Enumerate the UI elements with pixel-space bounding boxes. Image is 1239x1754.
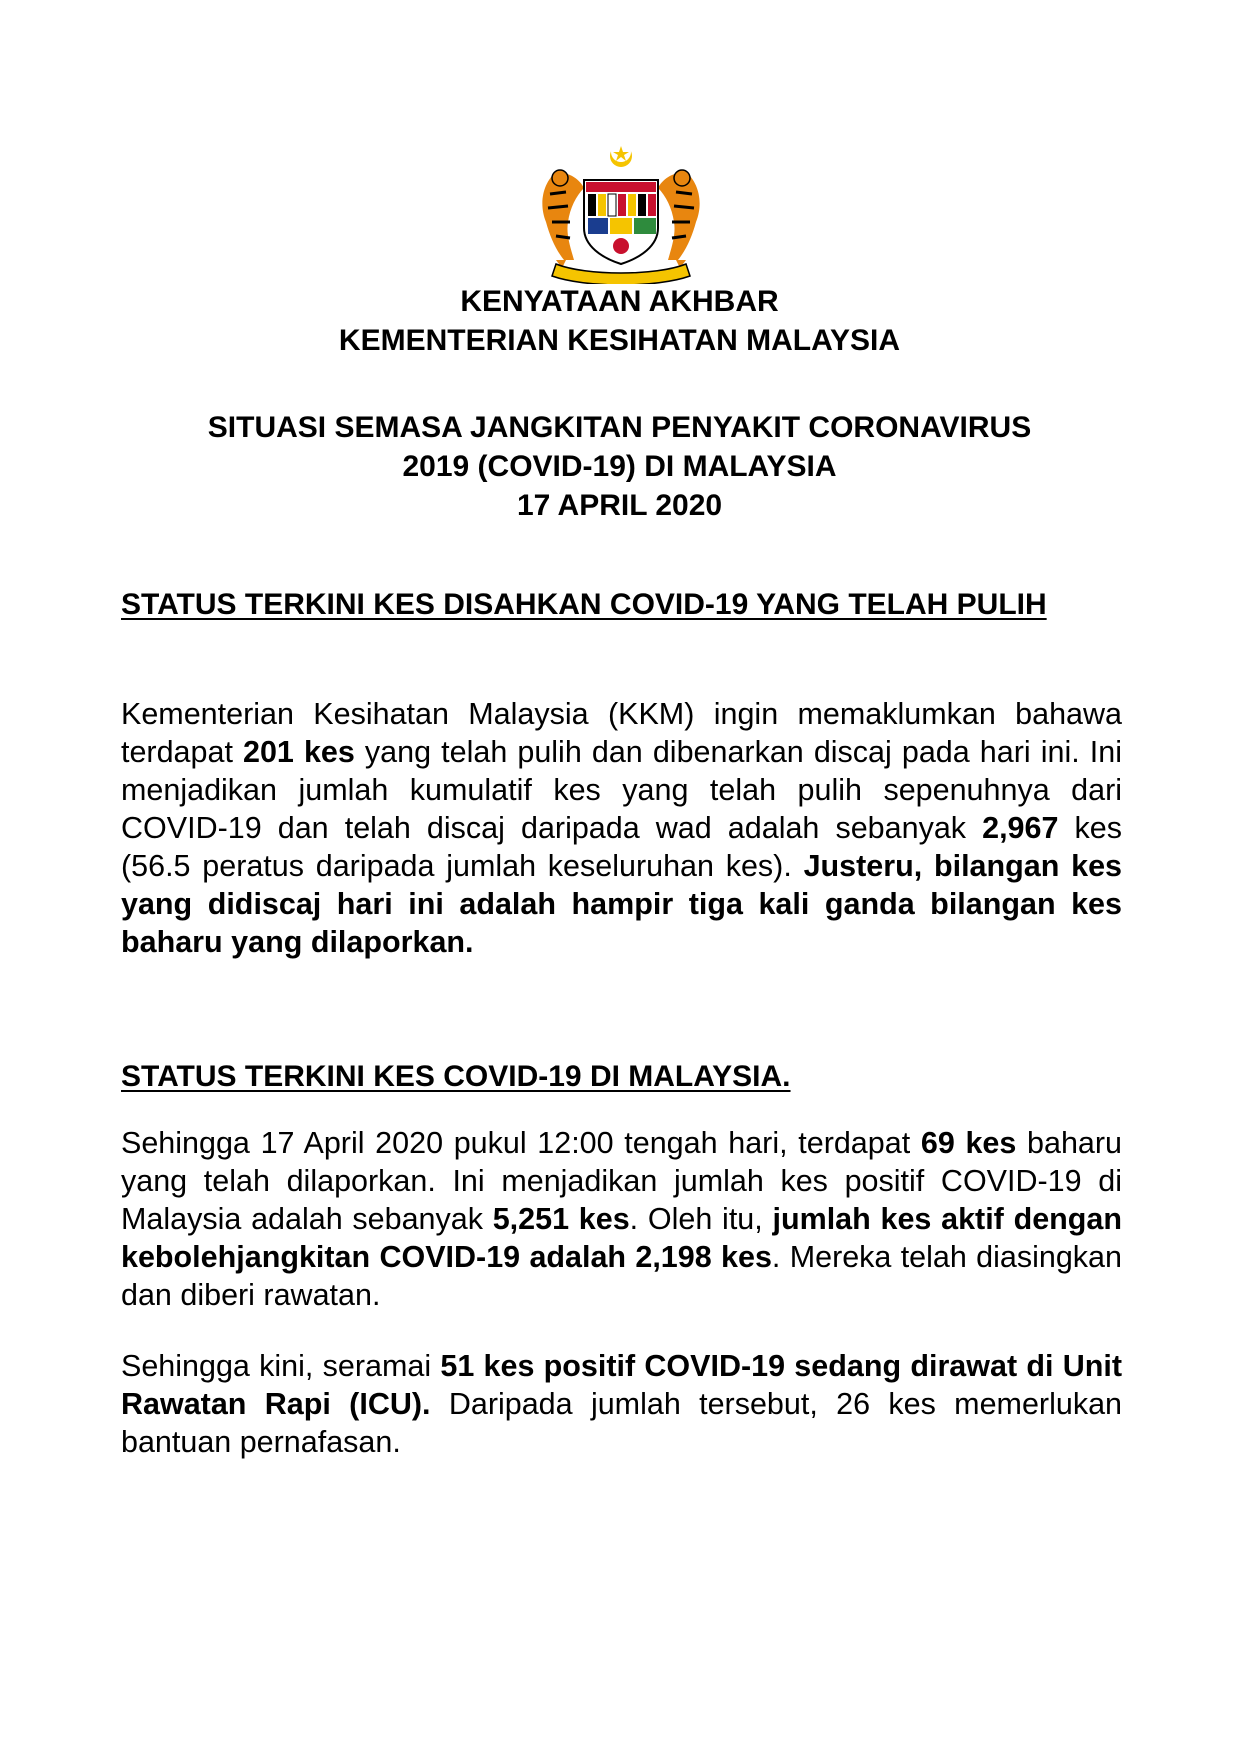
bold-span: 69 kes <box>920 1126 1017 1160</box>
text-span: . Oleh itu, <box>629 1202 773 1236</box>
title-line-1: SITUASI SEMASA JANGKITAN PENYAKIT CORONAVIRUS <box>207 411 1032 444</box>
title-line-2: 2019 (COVID-19) DI MALAYSIA <box>402 450 837 483</box>
section-2-paragraph-2 <box>121 1347 1122 1461</box>
press-header <box>0 282 1239 360</box>
text-span: baharu yang telah dilaporkan. Ini menjadikan jumlah kes positif COVID-19 di Malaysia adalah sebanyak <box>121 1126 1123 1236</box>
press-release-label: KENYATAAN AKHBAR <box>460 285 779 318</box>
document-title <box>0 408 1239 525</box>
crescent-star-icon <box>610 142 632 167</box>
shield-icon <box>584 180 658 264</box>
ministry-name: KEMENTERIAN KESIHATAN MALAYSIA <box>338 324 901 357</box>
bold-span: 51 kes positif COVID-19 sedang dirawat di Unit Rawatan Rapi (ICU). <box>121 1349 1122 1421</box>
text-span: Kementerian Kesihatan Malaysia (KKM) ingin memaklumkan bahawa terdapat <box>121 697 1122 769</box>
section-2-paragraph-1 <box>121 1124 1122 1314</box>
text-span: Sehingga 17 April 2020 pukul 12:00 tengah hari, terdapat <box>121 1126 921 1160</box>
text-span: yang telah pulih dan dibenarkan discaj pada hari ini. Ini menjadikan jumlah kumulatif kes yang telah pulih sepenuhnya dari COVID-19 dan telah discaj daripada wad adalah sebanyak <box>121 735 1123 845</box>
text-span: Sehingga kini, seramai <box>121 1349 441 1383</box>
section-1-paragraph <box>121 695 1122 961</box>
section-1-heading: STATUS TERKINI KES DISAHKAN COVID-19 YANG TELAH PULIH <box>121 588 1047 621</box>
coat-of-arms-emblem <box>526 142 716 284</box>
text-span: kes (56.5 peratus daripada jumlah keseluruhan kes). <box>121 811 1122 883</box>
text-span: . Mereka telah diasingkan dan diberi rawatan. <box>121 1240 1122 1312</box>
section-2-heading: STATUS TERKINI KES COVID-19 DI MALAYSIA. <box>121 1060 791 1093</box>
bold-span: Justeru, bilangan kes yang didiscaj hari ini adalah hampir tiga kali ganda bilangan kes baharu yang dilaporkan. <box>121 849 1122 959</box>
title-date: 17 APRIL 2020 <box>516 489 723 522</box>
motto-ribbon-icon <box>552 264 690 284</box>
text-span: Daripada jumlah tersebut, 26 kes memerlukan bantuan pernafasan. <box>121 1387 1122 1459</box>
bold-span: 5,251 kes <box>492 1202 630 1236</box>
left-tiger-icon <box>542 170 584 268</box>
bold-span: 201 kes <box>243 735 355 769</box>
right-tiger-icon <box>658 170 700 268</box>
coat-of-arms-icon <box>526 142 716 284</box>
bold-span: 2,967 <box>982 811 1059 845</box>
bold-span: jumlah kes aktif dengan kebolehjangkitan COVID-19 adalah 2,198 kes <box>121 1202 1123 1274</box>
